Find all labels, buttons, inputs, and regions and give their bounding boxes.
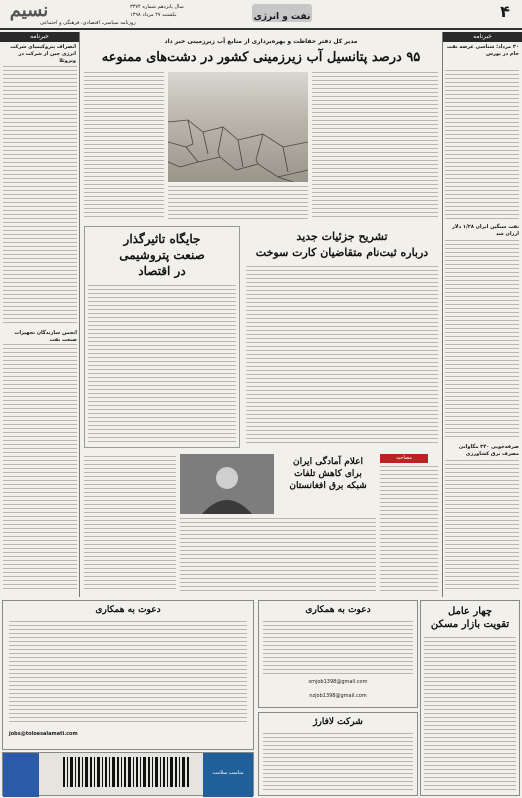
right-item-title-2: نفت سنگین ایران ۱/۲۸ دلار ارزان شد [452, 224, 519, 237]
masthead [0, 0, 522, 30]
story-d-headline-3: شبکه برق افغانستان [289, 481, 367, 491]
ad-cooperation-1 [2, 600, 254, 750]
story-d-text-2 [180, 518, 376, 592]
story-d-headline-2: برای کاهش تلفات [294, 469, 362, 479]
left-column-header: خبرنامه [0, 32, 79, 42]
barcode-caption: مناسب سلامت [212, 770, 244, 776]
left-item-text-1 [3, 66, 77, 326]
section-badge [252, 4, 312, 22]
barcode-icon [63, 757, 193, 787]
logo: نسیم [9, 0, 49, 21]
ad1-text [9, 621, 247, 725]
portrait-image [180, 454, 274, 514]
right-item-title-3: صرفه‌جویی ۳۴۰ مگاواتی مصرف برق کشاورزی [458, 444, 519, 457]
right-item-text-3 [445, 460, 519, 590]
right-item-text-2 [445, 240, 519, 440]
page-number: ۴ [500, 2, 510, 21]
story-c-headline-3: در اقتصاد [138, 264, 186, 278]
story-b-headline-1: تشریح جزئیات جدید [296, 230, 388, 243]
left-news-column [0, 32, 80, 597]
story-b-headline-2: درباره ثبت‌نام متقاضیان کارت سوخت [255, 246, 429, 259]
subtitle: روزنامه سیاسی، اقتصادی، فرهنگی و اجتماعی [40, 20, 136, 26]
left-item-text-2 [3, 344, 77, 592]
barcode-banner [2, 752, 254, 796]
ad2-title: دعوت به همکاری [305, 605, 371, 615]
ad-housing-title-2: تقویت بازار مسکن [430, 619, 510, 630]
section-title: نفت و انرژی [253, 12, 311, 22]
banner-right-block [203, 753, 253, 797]
right-item-title-1: ۳۰ مرداد؛ شناسی عرضه نفت خام در بورس [446, 44, 519, 57]
cracked-earth-image [168, 72, 308, 182]
ad-cooperation-2 [258, 600, 418, 708]
story-c-box [84, 226, 240, 448]
official-photo [180, 454, 274, 514]
date-line: یکشنبه ۲۷ مرداد ۱۳۹۸ [130, 12, 177, 18]
right-item-text-1 [445, 70, 519, 220]
issue-line: سال پانزدهم شماره ۳۳۷۴ [130, 4, 184, 10]
story-c-headline-1: جایگاه تاثیرگذار [123, 232, 201, 246]
ad-housing-text [424, 637, 516, 791]
main-text-below [168, 186, 308, 220]
main-kicker: مدیر کل دفتر حفاظت و بهره‌برداری از منابع آب زیرزمینی خبر داد [164, 38, 358, 45]
ad2-text [263, 621, 413, 675]
story-d-tag: مصاحبه [380, 454, 428, 463]
right-news-column [442, 32, 522, 597]
story-d-text [84, 456, 176, 592]
main-headline: ۹۵ درصد پتانسیل آب زیرزمینی کشور در دشت‌های ممنوعه [101, 50, 421, 65]
left-item-title-1: انصراف پترو‌کیمیای شرکت انرژی چین از شرکت در ونزوئلا [10, 44, 76, 64]
ad1-title: دعوت به همکاری [95, 605, 161, 615]
story-d-headline-1: اعلام آمادگی ایران [292, 457, 364, 467]
ad3-title: شرکت لافارژ [313, 717, 363, 727]
banner-left-block [3, 753, 39, 797]
main-text-left [84, 72, 164, 220]
ad-housing [420, 600, 520, 796]
ad-lafarge [258, 712, 418, 796]
story-b-text [246, 266, 438, 446]
right-column-header: خبرنامه [443, 32, 522, 42]
ad-housing-title-1: چهار عامل [447, 606, 493, 617]
drought-photo [168, 72, 308, 182]
story-c-text [88, 285, 236, 443]
left-item-title-2: انجمن سازندگان تجهیزات صنعت نفت [14, 330, 77, 343]
ad2-contact-2: nzjob1398@gmail.com [309, 693, 367, 699]
ad2-contact-1: smjob1398@gmail.com [308, 679, 368, 685]
ad3-text [263, 733, 413, 791]
main-text-right [312, 72, 438, 220]
story-c-headline-2: صنعت پتروشیمی [119, 248, 205, 262]
story-d-side-text [380, 466, 438, 592]
ad1-email: jobs@toloesalamati.com [9, 731, 78, 737]
